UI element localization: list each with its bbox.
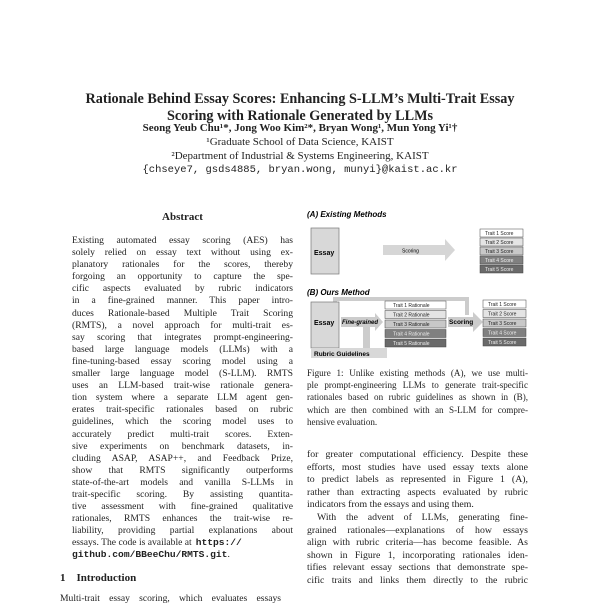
code-link[interactable]: https:// [195, 537, 242, 549]
text-line: which are then combined with an S-LLM for compre- [307, 404, 528, 415]
intro-heading [60, 572, 136, 584]
trait-rationale-label: Trait 2 Rationale [393, 312, 430, 319]
text-line: accurately predict multi-trait scores. Exten- [72, 428, 293, 440]
section-title: Introduction [76, 572, 137, 584]
trait-rationale-label: Trait 5 Rationale [393, 341, 430, 347]
text-line: indicators from the essays and using them. [307, 499, 474, 511]
figure-caption [307, 367, 528, 428]
connector-line [363, 327, 370, 349]
figure-1 [305, 205, 535, 360]
text-line: Existing automated essay scoring (AES) has [72, 235, 293, 246]
abstract-body: Existing automated essay scoring (AES) has solely relied on essay text without using ex- planatory rationales for the scores, thereby forgoing an opportunity to capture the spe- cific aspects evaluated by rubric indicators in a fine-grained manner. This paper intro- duces Rationale-based Multiple Trait Scoring (RMTS), a novel approach for multi-trait es- say scoring that integrates prompt-engineering- based large language models (LLMs) with a fine-tuning-based essay scoring model using a smaller large language model (S-LLM). RMTS uses an LLM-based trait-wise rationale genera- tion system where a separate LLM agent gen- erates trait-specific rationales based on rubric guidelines, which the scoring model uses to accurately predict multi-trait scores. Exten- sive experiments on benchmark datasets, in- cluding ASAP, ASAP++, and Feedback Prize, show that RMTS significantly outperforms state-of-the-art models and vanilla S-LLMs in trait-specific scoring. By assisting quantita- tive assessment with fine-grained qualitative rationales, RMTS enhances the trait-wise re- liability, providing partial explanations about essays. The code is available at https:// github.com/BBeeChu/RMTS.git. [72, 235, 293, 561]
abstract-heading: Abstract [162, 211, 203, 223]
text-line: tifies relevant essay sections that demonstrate spe- [307, 562, 528, 574]
trait-score-label: Trait 4 Score [485, 258, 514, 264]
author-names: Seong Yeub Chu¹*, Jong Woo Kim²*, Bryan Wong¹, Mun Yong Yi¹† [142, 122, 458, 134]
text-line: duces Rationale-based Multiple Trait Scoring [72, 307, 293, 319]
text-line: for greater computational efficiency. Despite these [307, 449, 528, 460]
text-line: tion system where a separate LLM agent gen- [72, 392, 293, 404]
text-line: to predict labels as represented in Figure 1 (A), [307, 474, 528, 486]
text-line: With the advent of LLMs, generating fine- [317, 511, 528, 523]
trait-score-label: Trait 3 Score [485, 249, 514, 255]
author-emails: {chseye7, gsds4885, bryan.wong, munyi}@kaist.ac.kr [142, 164, 458, 176]
scoring-label: Scoring [449, 319, 474, 326]
trait-score-label: Trait 5 Score [488, 340, 517, 346]
text-line: Multi-trait essay scoring, which evaluates essays [60, 593, 281, 604]
paper-title [60, 91, 540, 125]
text-line: state-of-the-art models and vanilla S-LLMs in [72, 476, 293, 488]
trait-score-label: Trait 3 Score [488, 321, 517, 327]
essay-label: Essay [314, 320, 335, 327]
text-line: uses an LLM-based trait-wise rationale genera- [72, 380, 293, 392]
text-line: (RMTS), a novel approach for multi-trait es- [72, 319, 293, 331]
trait-score-label: Trait 1 Score [488, 302, 517, 308]
text-line: grained rationales—explanations of how essays [307, 524, 528, 536]
intro-text [60, 593, 281, 605]
scoring-label: Scoring [402, 248, 419, 255]
trait-score-label: Trait 4 Score [488, 330, 517, 337]
title-line: Scoring with Rationale Generated by LLMs [166, 108, 433, 124]
trait-score-label: Trait 2 Score [488, 311, 517, 318]
text-line: shown in Figure 1, incorporating rationales iden- [307, 549, 528, 561]
label-b: (B) Ours Method [307, 288, 370, 297]
rubric-label: Rubric Guidelines [314, 351, 370, 358]
text-line: forgoing an opportunity to capture the spe- [72, 271, 293, 283]
fine-grained-label: Fine-grained [342, 320, 379, 326]
arrow-icon [383, 239, 455, 261]
text-line: essays. The code is available at [72, 537, 192, 549]
text-line: align with rubric criteria—has become feasible. As [307, 537, 528, 549]
section-number: 1 [60, 572, 66, 584]
text-line: rather than extracting aspects evaluated by rubric [307, 486, 528, 498]
trait-score-label: Trait 1 Score [485, 231, 514, 237]
text-line: ple prompt-engineering LLMs to generate trait-specific [307, 380, 528, 391]
text-line: planatory rationales for the scores, thereby [72, 259, 293, 271]
text-line: rationales, RMTS enhances the trait-wise re- [72, 513, 293, 525]
text-line: efforts, most studies have used essay texts alone [307, 461, 528, 473]
text-line: in a fine-grained manner. This paper intro- [72, 295, 293, 307]
text-line: erates trait-specific rationales based on rubric [72, 404, 293, 416]
text-line: solely relied on essay text without using ex- [72, 247, 293, 259]
text-line: sive experiments on benchmark datasets, in- [72, 440, 293, 452]
text-line: say scoring that integrates prompt-engineering- [72, 331, 293, 343]
text-line: trait-specific scoring. By assisting quantita- [72, 488, 293, 500]
text-line: based large language models (LLMs) with a [72, 343, 293, 355]
text-line: guidelines, which the scoring model uses to [72, 416, 293, 428]
body-text-right [307, 449, 528, 588]
affiliation: ²Department of Industrial & Systems Engineering, KAIST [171, 150, 429, 162]
text-line: tive assessment with fine-grained qualitative [72, 501, 293, 513]
text-line: cific aspects evaluated by rubric indicators [72, 283, 293, 295]
text-line: liability, providing partial explanations about [72, 525, 293, 537]
essay-label: Essay [314, 250, 335, 257]
text-line: cluding ASAP, ASAP++, and Feedback Prize, [72, 452, 293, 464]
text-line: cific traits and links them directly to the rubric [307, 574, 528, 586]
trait-score-label: Trait 2 Score [485, 240, 514, 246]
trait-score-label: Trait 5 Score [485, 267, 514, 273]
text-line: smaller large language model (S-LLM). RMTS [72, 368, 293, 380]
author-block [60, 121, 540, 177]
text-line: rationales based on rubric guidelines as shown in (B), [307, 392, 528, 403]
label-a: (A) Existing Methods [307, 210, 387, 219]
affiliation: ¹Graduate School of Data Science, KAIST [206, 136, 394, 148]
trait-rationale-label: Trait 1 Rationale [393, 303, 430, 309]
code-link[interactable]: github.com/BBeeChu/RMTS.git [72, 549, 228, 561]
text-line: show that RMTS significantly outperforms [72, 464, 293, 476]
text-line: hensive evaluation. [307, 416, 378, 427]
trait-rationale-label: Trait 3 Rationale [393, 322, 430, 328]
title-line: Rationale Behind Essay Scores: Enhancing S-LLM’s Multi-Trait Essay [85, 91, 515, 107]
trait-rationale-label: Trait 4 Rationale [393, 331, 430, 338]
text-line: Figure 1: Unlike existing methods (A), we use multi- [307, 368, 528, 378]
text-line: fine-tuning-based essay scoring model using a [72, 355, 293, 367]
